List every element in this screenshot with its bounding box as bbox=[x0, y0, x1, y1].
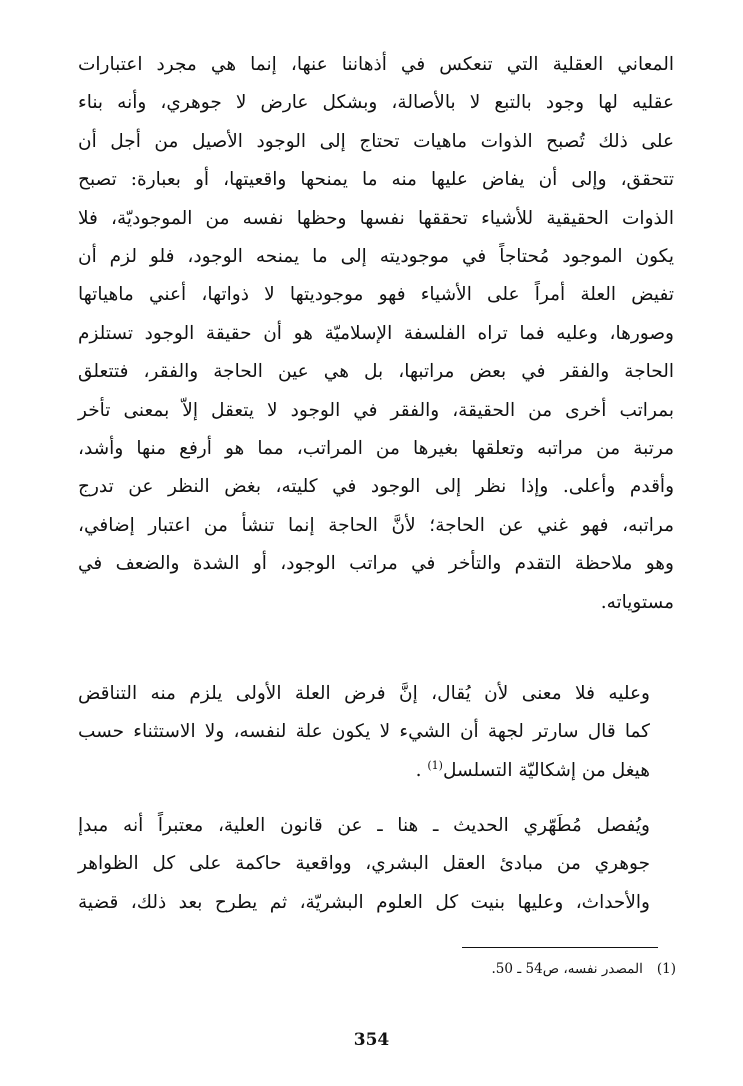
text-line: كما قال سارتر لجهة أن الشيء لا يكون علة لنفسه، ولا الاستثناء حسب bbox=[78, 721, 650, 743]
text-line: وهو ملاحظة التقدم والتأخر في مراتب الوجود، أو الشدة والضعف في bbox=[78, 553, 674, 575]
text-line: المعاني العقلية التي تنعكس في أذهاننا عنها، إنما هي مجرد اعتبارات bbox=[78, 54, 674, 75]
text-line: مراتبه، فهو غني عن الحاجة؛ لأنَّ الحاجة إنما تنشأ من اعتبار إضافي، bbox=[78, 514, 674, 536]
text-line: الحاجة والفقر في بعض مراتبها، بل هي عين الحاجة والفقر، فتتعلق bbox=[78, 361, 674, 383]
text-line: يكون الموجود مُحتاجاً في موجوديته إلى ما يمنحه الوجود، فلو لزم أن bbox=[78, 246, 674, 268]
text-line: تتحقق، وإلى أن يفاض عليها منه ما يمنحها واقعيتها، أو بعبارة: تصبح bbox=[78, 169, 674, 191]
text-line: على ذلك تُصبح الذوات ماهيات تحتاج إلى الوجود الأصيل من أجل أن bbox=[78, 130, 674, 152]
text-line: وأقدم وأعلى. وإذا نظر إلى الوجود في كليته، بغض النظر عن تدرج bbox=[78, 476, 674, 498]
text-line: بمراتب أخرى من الحقيقة، والفقر في الوجود لا يتعقل إلاّ بمعنى تأخر bbox=[78, 399, 674, 421]
paragraph-2 bbox=[78, 675, 674, 790]
text-line: تفيض العلة أمراً على الأشياء فهو موجوديتها لا ذواتها، أعني ماهياتها bbox=[78, 284, 674, 306]
footnote-text: المصدر نفسه، ص54 ـ 50. bbox=[491, 961, 643, 977]
text-line: وصورها، وعليه فما تراه الفلسفة الإسلاميّة هو أن حقيقة الوجود تستلزم bbox=[78, 322, 674, 344]
footnote-divider bbox=[462, 947, 658, 948]
footnote-reference[interactable]: (1) bbox=[427, 758, 443, 772]
page-number: 354 bbox=[353, 1030, 390, 1050]
text-line: عقليه لها وجود بالتبع لا بالأصالة، وبشكل عارض لا جوهري، وأنه بناء bbox=[78, 92, 674, 114]
text-line: مستوياته. bbox=[600, 591, 674, 613]
text-line: ويُفصل مُطَهّري الحديث ـ هنا ـ عن قانون العلية، معتبراً أنه مبدإ bbox=[78, 815, 650, 836]
text-line-with-footnote bbox=[78, 752, 674, 790]
paragraph-3 bbox=[78, 807, 674, 922]
paragraph-1 bbox=[78, 46, 674, 622]
footnote bbox=[420, 958, 676, 980]
footnote-mark: (1) bbox=[656, 961, 676, 977]
sentence-end: . bbox=[415, 759, 422, 781]
text-line: الذوات الحقيقية للأشياء تحققها نفسها وحظها نفسه من الموجوديّة، فلا bbox=[78, 207, 674, 229]
text-line: جوهري من مبادئ العقل البشري، وواقعية حاكمة على كل الظواهر bbox=[78, 853, 650, 875]
text-line: وعليه فلا معنى لأن يُقال، إنَّ فرض العلة الأولى يلزم منه التناقض bbox=[78, 683, 650, 704]
text-line: والأحداث، وعليها بنيت كل العلوم البشريّة، ثم يطرح بعد ذلك، قضية bbox=[78, 891, 650, 913]
text-line: هيغل من إشكاليّة التسلسل bbox=[442, 759, 650, 781]
text-line: مرتبة من مراتبه وتعلقها بغيرها من المراتب، مما هو أرفع منها وأشد، bbox=[78, 438, 674, 460]
